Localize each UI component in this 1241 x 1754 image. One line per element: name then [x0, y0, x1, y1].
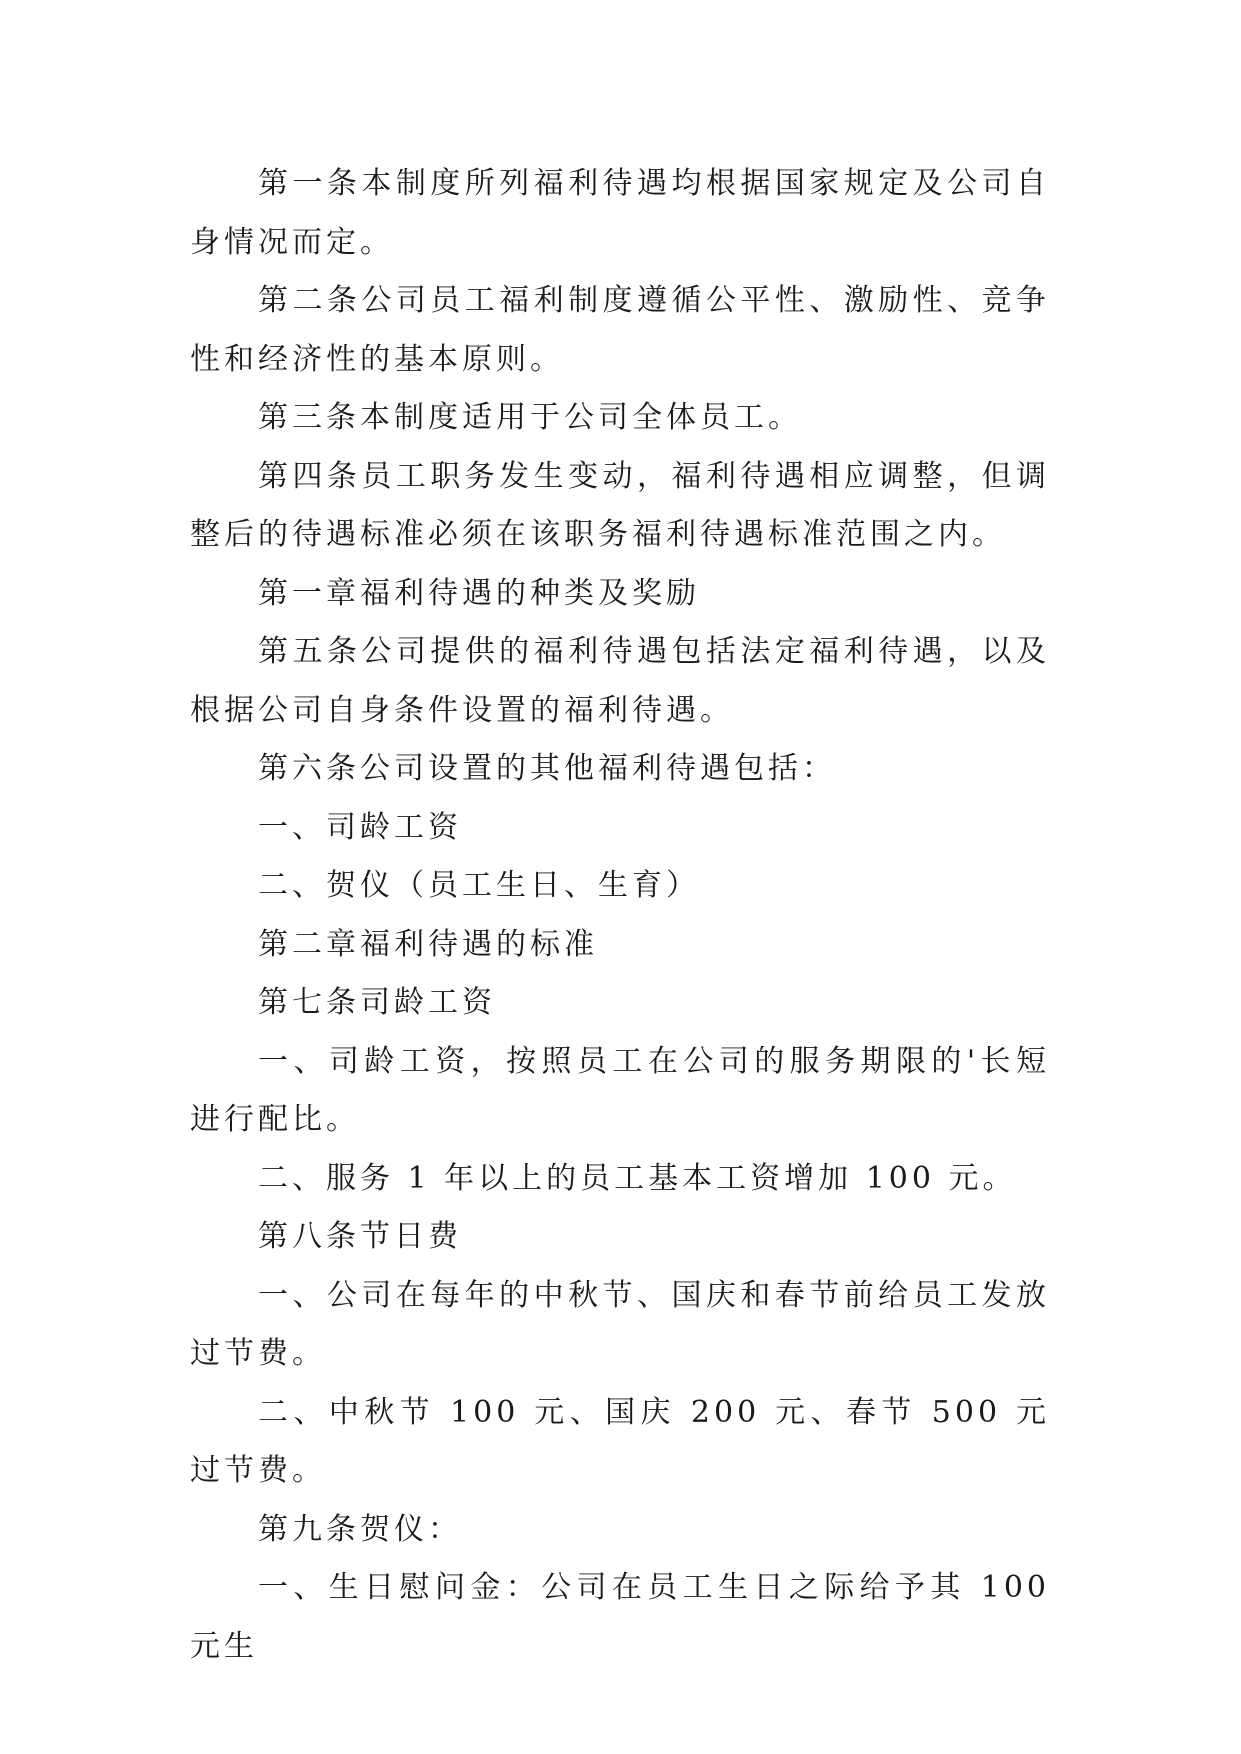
paragraph-article-9: 第九条贺仪：: [258, 1511, 462, 1547]
paragraph-article-8: 第八条节日费: [258, 1219, 462, 1254]
paragraph-article-4: 第四条员工职务发生变动，福利待遇相应调整，但调整后的待遇标准必须在该职务福利待遇标准范围之内。: [190, 458, 1050, 552]
article-7-item-2: 二、服务 1 年以上的员工基本工资增加 100 元。: [258, 1160, 1017, 1196]
paragraph-article-7: 第七条司龄工资: [258, 985, 496, 1020]
paragraph-article-3: 第三条本制度适用于公司全体员工。: [258, 400, 802, 435]
article-8-item-1: 一、公司在每年的中秋节、国庆和春节前给员工发放过节费。: [190, 1277, 1050, 1371]
article-9-item-1: 一、生日慰问金：公司在员工生日之际给予其 100 元生: [190, 1570, 1050, 1664]
paragraph-article-1: 第一条本制度所列福利待遇均根据国家规定及公司自身情况而定。: [190, 166, 1050, 260]
article-7-item-1: 一、司龄工资，按照员工在公司的服务期限的'长短进行配比。: [190, 1043, 1050, 1137]
article-8-item-2: 二、中秋节 100 元、国庆 200 元、春节 500 元过节费。: [190, 1394, 1050, 1488]
paragraph-article-2: 第二条公司员工福利制度遵循公平性、激励性、竞争性和经济性的基本原则。: [190, 283, 1050, 377]
list-item-congratulatory-gifts: 二、贺仪（员工生日、生育）: [258, 868, 700, 903]
chapter-2-heading: 第二章福利待遇的标准: [258, 926, 598, 962]
list-item-seniority-pay: 一、司龄工资: [258, 809, 462, 845]
paragraph-article-6: 第六条公司设置的其他福利待遇包括：: [258, 751, 836, 786]
document-body: [190, 155, 1050, 1676]
paragraph-article-5: 第五条公司提供的福利待遇包括法定福利待遇，以及根据公司自身条件设置的福利待遇。: [190, 634, 1050, 728]
chapter-1-heading: 第一章福利待遇的种类及奖励: [258, 575, 700, 611]
